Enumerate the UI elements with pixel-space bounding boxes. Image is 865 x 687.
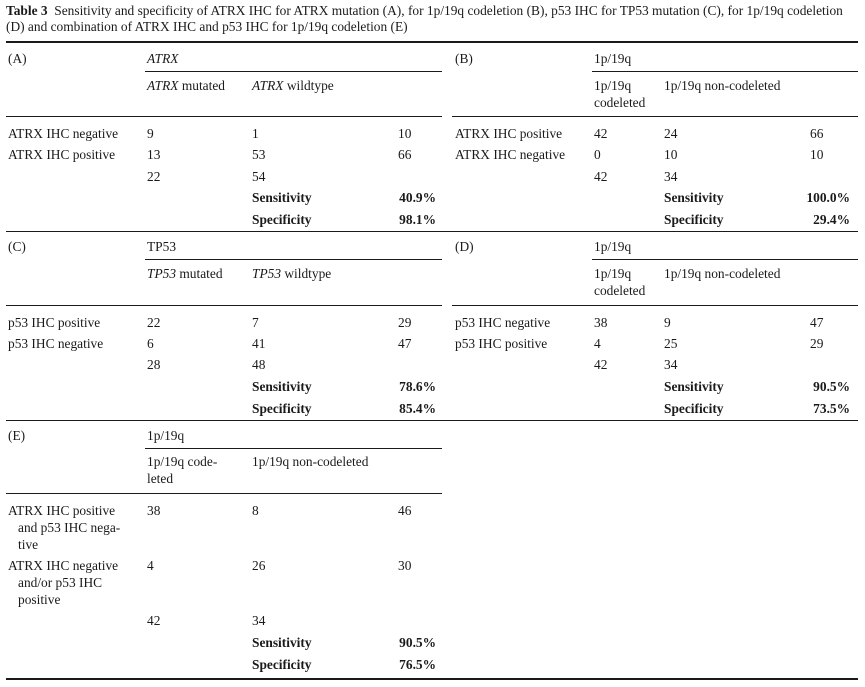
section-c-total: 47: [398, 336, 412, 351]
section-b-cell: 34: [664, 169, 678, 184]
section-c-row-label: p53 IHC positive: [8, 315, 101, 330]
section-c-sensitivity-value: 78.6%: [399, 379, 436, 394]
section-d-specificity-value: 73.5%: [813, 401, 850, 416]
section-d-row-label: p53 IHC positive: [455, 336, 548, 351]
caption-text: Sensitivity and specificity of ATRX IHC for ATRX mutation (A), for 1p/19q codeletion (B), p53 IHC for TP53 mutation (C), for 1p/19q codeletion (D) and combination of ATRX IHC and p53 IHC for 1p/19q codeletion (E): [6, 3, 843, 34]
section-d-header-rule: [452, 305, 858, 306]
section-e-specificity-value: 76.5%: [399, 657, 436, 672]
section-a-total: 66: [398, 147, 412, 162]
section-e-cell: 8: [252, 503, 259, 518]
section-d-col2-header: 1p/19q non-codeleted: [664, 266, 781, 281]
section-e-col1-header-line2: leted: [147, 471, 174, 486]
section-c-header-rule: [6, 305, 442, 306]
section-a-cell: 1: [252, 126, 259, 141]
section-d-cell: 9: [664, 315, 671, 330]
section-divider-rule: [6, 420, 858, 421]
section-b-row-label: ATRX IHC positive: [455, 126, 563, 141]
section-b-sensitivity-label: Sensitivity: [664, 190, 724, 205]
section-e-header-rule: [6, 493, 442, 494]
section-b-row-label: ATRX IHC negative: [455, 147, 566, 162]
section-b-specificity-label: Specificity: [664, 212, 724, 227]
section-b-specificity-value: 29.4%: [813, 212, 850, 227]
section-e-group-header: 1p/19q: [147, 428, 185, 443]
section-b-col1-header-line2: codeleted: [594, 95, 646, 110]
section-d-group-header: 1p/19q: [594, 239, 632, 254]
section-b-cell: 42: [594, 126, 608, 141]
section-b-header-rule: [452, 116, 858, 117]
section-d-specificity-label: Specificity: [664, 401, 724, 416]
section-c-cell: 48: [252, 357, 266, 372]
section-e-row2-label-line3: positive: [18, 592, 61, 607]
section-e-row1-label-line3: tive: [18, 537, 39, 552]
section-a-sensitivity-label: Sensitivity: [252, 190, 312, 205]
section-b-label: (B): [455, 51, 473, 66]
section-b-col1-header: 1p/19q: [594, 78, 632, 93]
section-c-specificity-value: 85.4%: [399, 401, 436, 416]
section-a-col1-header: ATRX mutated: [147, 78, 225, 93]
section-e-cell: 4: [147, 558, 154, 573]
section-b-cell: 24: [664, 126, 678, 141]
bottom-rule: [6, 678, 858, 680]
section-b-cell: 10: [664, 147, 678, 162]
section-c-total: 29: [398, 315, 412, 330]
section-d-cell: 25: [664, 336, 678, 351]
section-e-sensitivity-label: Sensitivity: [252, 635, 312, 650]
section-c-label: (C): [8, 239, 26, 254]
section-b-total: 66: [810, 126, 824, 141]
section-d-cell: 38: [594, 315, 608, 330]
section-a-header-rule: [6, 116, 442, 117]
section-c-cell: 28: [147, 357, 161, 372]
section-e-total: 46: [398, 503, 412, 518]
section-a-group-header: ATRX: [147, 51, 179, 66]
section-e-cell: 38: [147, 503, 161, 518]
section-c-col1-header: TP53 mutated: [147, 266, 223, 281]
table-caption: [6, 3, 858, 35]
section-a-cell: 13: [147, 147, 161, 162]
section-e-label: (E): [8, 428, 26, 443]
section-e-cell: 26: [252, 558, 266, 573]
section-d-group-rule: [592, 259, 858, 260]
section-d-label: (D): [455, 239, 474, 254]
section-a-row-label: ATRX IHC negative: [8, 126, 119, 141]
section-a-row-label: ATRX IHC positive: [8, 147, 116, 162]
section-a-cell: 54: [252, 169, 266, 184]
section-c-specificity-label: Specificity: [252, 401, 312, 416]
section-c-cell: 7: [252, 315, 259, 330]
section-b-col2-header: 1p/19q non-codeleted: [664, 78, 781, 93]
section-e-col1-header: 1p/19q code-: [147, 454, 218, 469]
section-e-specificity-label: Specificity: [252, 657, 312, 672]
section-b-total: 10: [810, 147, 824, 162]
section-e-row2-label-line2: and/or p53 IHC: [18, 575, 103, 590]
section-a-sensitivity-value: 40.9%: [399, 190, 436, 205]
section-c-sensitivity-label: Sensitivity: [252, 379, 312, 394]
section-d-sensitivity-value: 90.5%: [813, 379, 850, 394]
section-b-group-header: 1p/19q: [594, 51, 632, 66]
section-c-col2-header: TP53 wildtype: [252, 266, 332, 281]
section-a-total: 10: [398, 126, 412, 141]
section-d-total: 47: [810, 315, 824, 330]
section-e-group-rule: [145, 448, 442, 449]
section-b-cell: 0: [594, 147, 601, 162]
section-a-specificity-label: Specificity: [252, 212, 312, 227]
section-c-group-header: TP53: [147, 239, 177, 254]
table-label: Table 3: [6, 3, 48, 18]
section-b-group-rule: [592, 71, 858, 72]
section-e-sensitivity-value: 90.5%: [399, 635, 436, 650]
section-a-cell: 53: [252, 147, 266, 162]
section-a-specificity-value: 98.1%: [399, 212, 436, 227]
section-e-cell: 34: [252, 613, 266, 628]
section-c-row-label: p53 IHC negative: [8, 336, 104, 351]
section-e-total: 30: [398, 558, 412, 573]
section-d-col1-header: 1p/19q: [594, 266, 632, 281]
section-e-cell: 42: [147, 613, 161, 628]
section-d-cell: 4: [594, 336, 601, 351]
section-a-cell: 22: [147, 169, 161, 184]
section-c-cell: 6: [147, 336, 154, 351]
section-a-cell: 9: [147, 126, 154, 141]
section-a-group-rule: [145, 71, 442, 72]
section-d-col1-header-line2: codeleted: [594, 283, 646, 298]
section-c-cell: 41: [252, 336, 266, 351]
section-d-cell: 42: [594, 357, 608, 372]
section-divider-rule: [6, 231, 858, 232]
top-rule: [6, 41, 858, 43]
section-d-total: 29: [810, 336, 824, 351]
section-e-row1-label: ATRX IHC positive: [8, 503, 116, 518]
section-c-group-rule: [145, 259, 442, 260]
section-e-row2-label: ATRX IHC negative: [8, 558, 119, 573]
section-a-label: (A): [8, 51, 27, 66]
section-e-row1-label-line2: and p53 IHC nega-: [18, 520, 121, 535]
section-e-col2-header: 1p/19q non-codeleted: [252, 454, 369, 469]
section-b-sensitivity-value: 100.0%: [806, 190, 850, 205]
section-d-cell: 34: [664, 357, 678, 372]
section-d-sensitivity-label: Sensitivity: [664, 379, 724, 394]
section-c-cell: 22: [147, 315, 161, 330]
section-b-cell: 42: [594, 169, 608, 184]
section-a-col2-header: ATRX wildtype: [252, 78, 334, 93]
section-d-row-label: p53 IHC negative: [455, 315, 551, 330]
